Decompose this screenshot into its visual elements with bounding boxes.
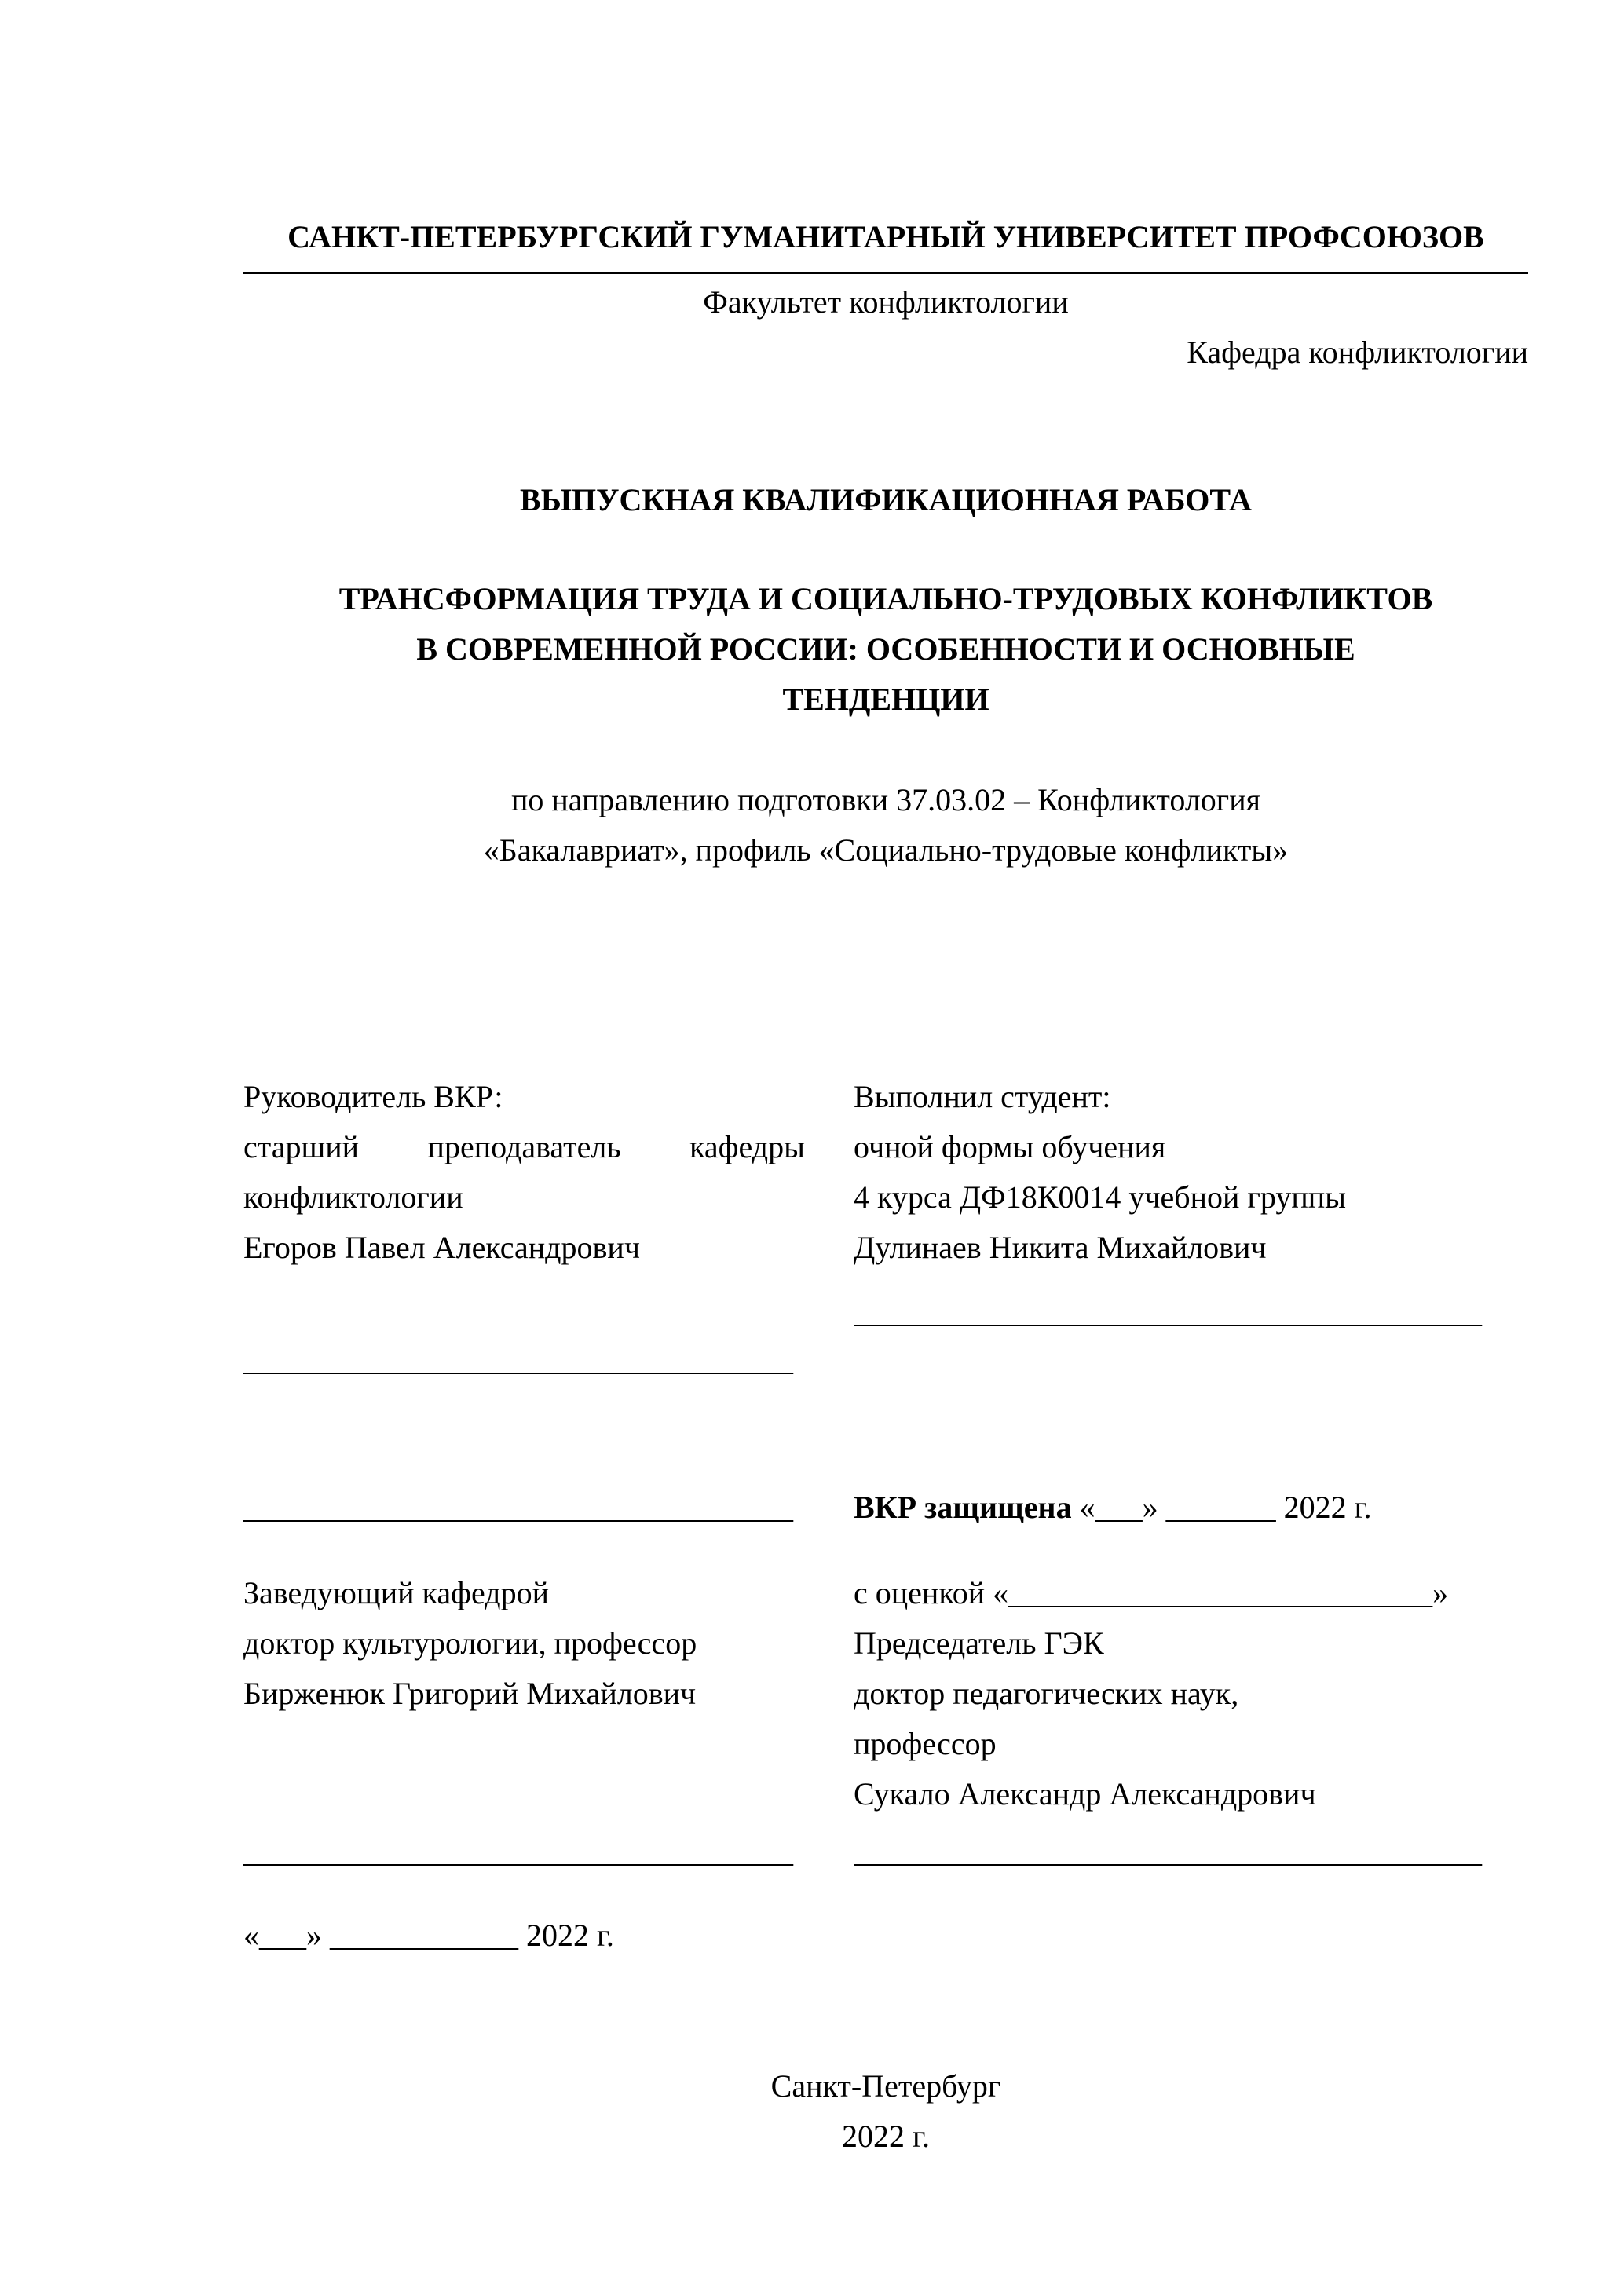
student-name: Дулинаев Никита Михайлович xyxy=(854,1230,1267,1265)
department-head-signature-line-lower: ___________________________________ xyxy=(243,1834,793,1869)
year: 2022 г. xyxy=(842,2119,930,2154)
gek-chair-name: Сукало Александр Александрович xyxy=(854,1776,1316,1812)
gek-chair-block xyxy=(854,1568,1528,1819)
study-direction: по направлению подготовки 37.03.02 – Конфликтология xyxy=(510,782,1261,817)
department-head-degree: доктор культурологии, профессор xyxy=(243,1625,697,1661)
department-head-label: Заведующий кафедрой xyxy=(243,1575,550,1610)
grade-line: с оценкой «___________________________» xyxy=(854,1575,1449,1610)
department-head-block xyxy=(243,1568,805,1719)
defense-date-line xyxy=(854,1483,1528,1533)
department-name: Кафедра конфликтологии xyxy=(1187,335,1528,370)
city: Санкт-Петербург xyxy=(770,2068,1001,2104)
gek-chair-signature-line: ________________________________________ xyxy=(854,1834,1482,1869)
supervisor-column xyxy=(243,1072,805,1961)
department-head-signature-line-upper: ___________________________________ xyxy=(243,1490,793,1525)
approval-date-line: «___» ____________ 2022 г. xyxy=(243,1918,614,1953)
faculty-name: Факультет конфликтологии xyxy=(703,284,1069,320)
study-profile: «Бакалавриат», профиль «Социально-трудовые конфликты» xyxy=(483,832,1289,868)
work-type-heading: ВЫПУСКНАЯ КВАЛИФИКАЦИОННАЯ РАБОТА xyxy=(520,482,1252,517)
gek-chair-title: профессор xyxy=(854,1726,997,1761)
defense-date-label: ВКР защищена xyxy=(854,1490,1072,1525)
gek-chair-label: Председатель ГЭК xyxy=(854,1625,1104,1661)
page-footer xyxy=(243,2061,1528,2162)
supervisor-signature-line: ___________________________________ xyxy=(243,1342,793,1377)
thesis-title: ТРАНСФОРМАЦИЯ ТРУДА И СОЦИАЛЬНО-ТРУДОВЫХ КОНФЛИКТОВ В СОВРЕМЕННОЙ РОССИИ: ОСОБЕННОСТИ И ОСНОВНЫЕ ТЕНДЕНЦИИ xyxy=(338,581,1433,717)
department-head-name: Бирженюк Григорий Михайлович xyxy=(243,1676,697,1711)
student-signature-line: ________________________________________ xyxy=(854,1294,1482,1329)
student-column xyxy=(854,1072,1528,1961)
defense-date-blank: «___» _______ 2022 г. xyxy=(1079,1490,1372,1525)
student-study-form: очной формы обучения xyxy=(854,1129,1166,1164)
signature-section xyxy=(243,1072,1528,1961)
gek-chair-degree: доктор педагогических наук, xyxy=(854,1676,1239,1711)
supervisor-position: старший преподаватель кафедры конфликтологии xyxy=(243,1129,805,1215)
supervisor-label: Руководитель ВКР: xyxy=(243,1079,503,1114)
university-name: САНКТ-ПЕТЕРБУРГСКИЙ ГУМАНИТАРНЫЙ УНИВЕРСИТЕТ ПРОФСОЮЗОВ xyxy=(243,212,1528,274)
student-label: Выполнил студент: xyxy=(854,1079,1111,1114)
supervisor-name: Егоров Павел Александрович xyxy=(243,1230,640,1265)
student-group: 4 курса ДФ18К0014 учебной группы xyxy=(854,1179,1347,1215)
